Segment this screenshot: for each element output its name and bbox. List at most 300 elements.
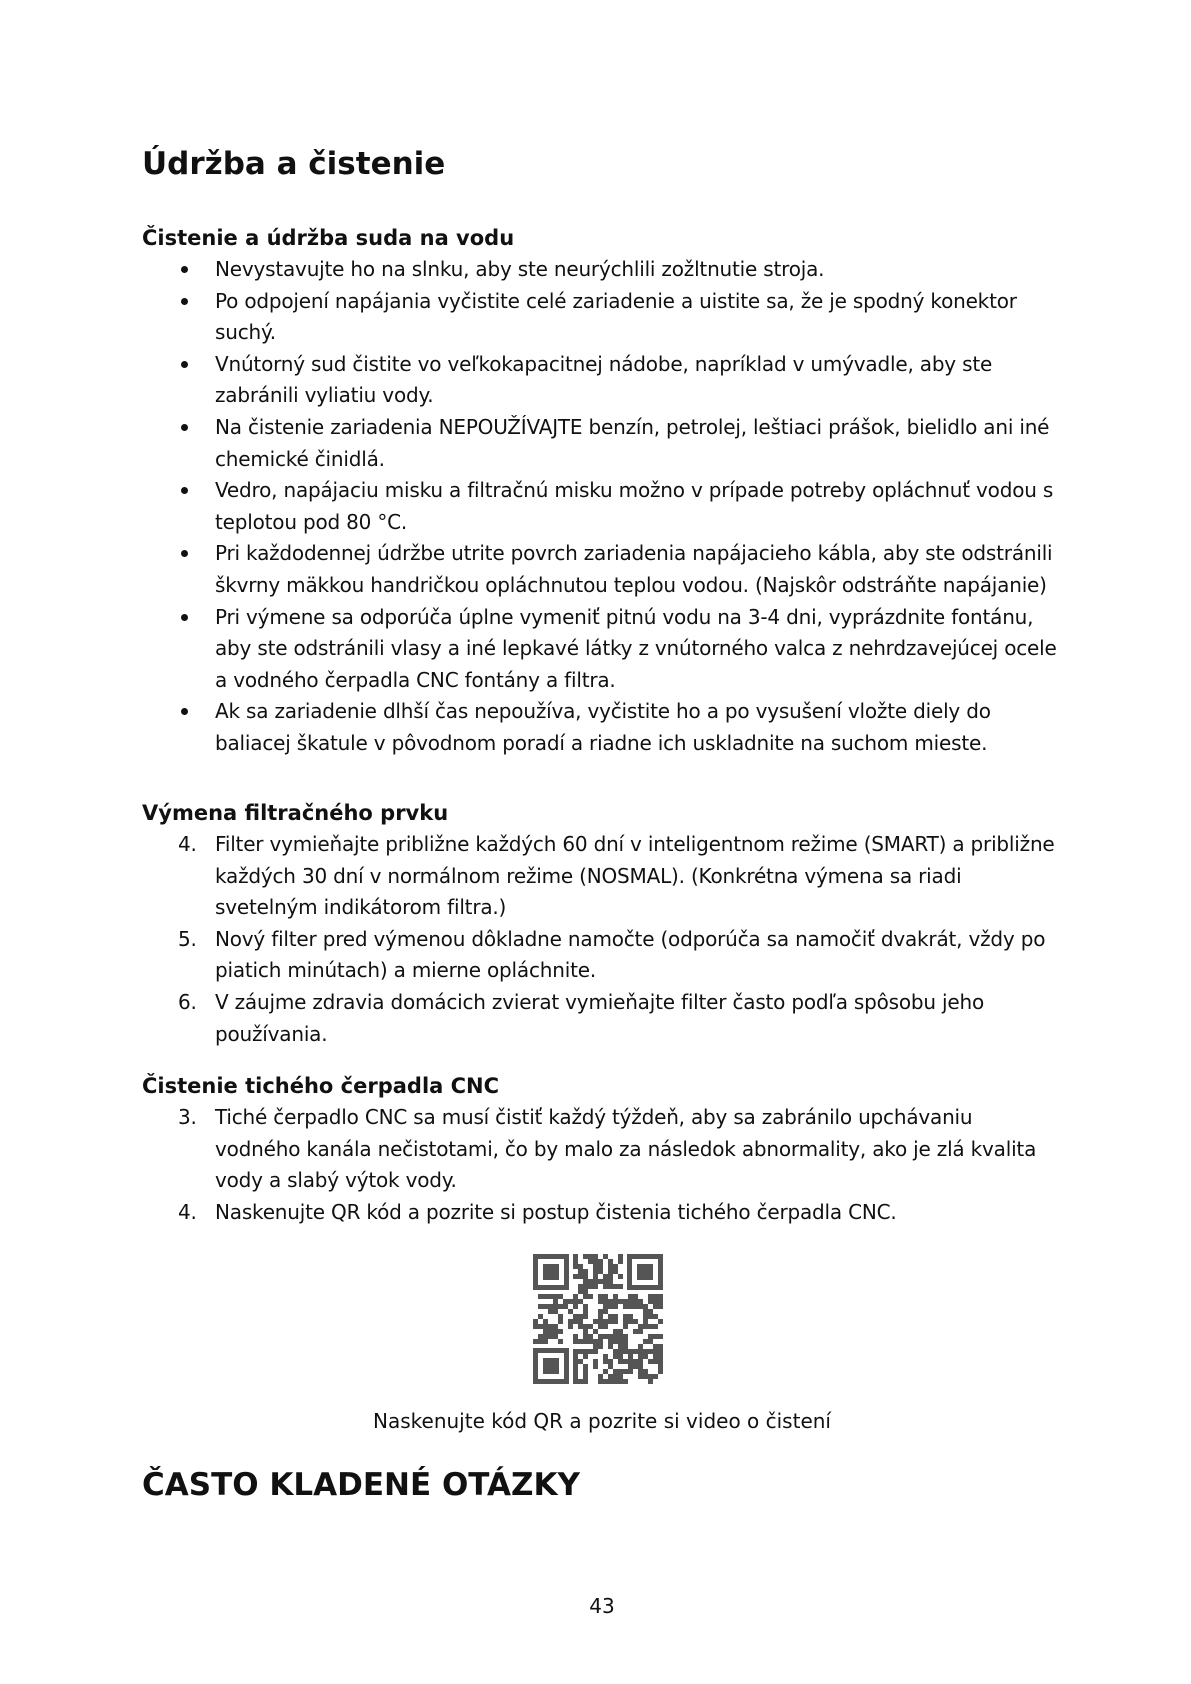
qr-module	[548, 1304, 553, 1309]
list-item: 3. Tiché čerpadlo CNC sa musí čistiť každý týždeň, aby sa zabránilo upchávaniu vodného kanála nečistotami, čo by malo za následok abnormality, ako je zlá kvalita vody a slabý výtok vody.	[142, 1102, 1062, 1197]
qr-module	[583, 1364, 588, 1369]
qr-module	[628, 1354, 633, 1359]
qr-module	[598, 1339, 603, 1344]
bullet-icon	[181, 487, 188, 494]
item-number: 5.	[178, 926, 197, 951]
qr-module	[658, 1364, 663, 1369]
qr-module	[593, 1279, 598, 1284]
qr-module	[563, 1304, 568, 1309]
qr-module	[643, 1314, 648, 1319]
qr-module	[623, 1304, 628, 1309]
qr-module	[583, 1289, 588, 1294]
qr-module	[578, 1379, 583, 1384]
qr-module	[538, 1304, 543, 1309]
bullet-list	[142, 254, 1062, 760]
qr-module	[603, 1299, 608, 1304]
qr-module	[608, 1314, 613, 1319]
bullet-icon	[181, 266, 188, 273]
qr-module	[603, 1284, 608, 1289]
qr-module	[608, 1269, 613, 1274]
qr-module	[628, 1349, 633, 1354]
qr-module	[608, 1259, 613, 1264]
qr-module	[623, 1349, 628, 1354]
qr-module	[588, 1349, 593, 1354]
qr-module	[598, 1379, 603, 1384]
qr-module	[573, 1304, 578, 1309]
qr-module	[553, 1324, 558, 1329]
qr-module	[658, 1304, 663, 1309]
qr-module	[578, 1269, 583, 1274]
qr-module	[583, 1354, 588, 1359]
qr-module	[538, 1334, 543, 1339]
qr-module	[583, 1304, 588, 1309]
qr-module	[643, 1369, 648, 1374]
qr-module	[658, 1369, 663, 1374]
qr-module	[593, 1319, 598, 1324]
qr-module	[603, 1309, 608, 1314]
qr-module	[658, 1359, 663, 1364]
qr-module	[593, 1254, 598, 1259]
qr-module	[598, 1299, 603, 1304]
qr-module	[638, 1329, 643, 1334]
qr-code-icon	[533, 1254, 663, 1384]
qr-module	[643, 1324, 648, 1329]
qr-module	[658, 1299, 663, 1304]
qr-module	[633, 1299, 638, 1304]
qr-caption: Naskenujte kód QR a pozrite si video o čistení	[373, 1409, 831, 1433]
qr-module	[578, 1274, 583, 1279]
qr-module	[583, 1294, 588, 1299]
qr-module	[603, 1359, 608, 1364]
qr-module	[623, 1344, 628, 1349]
qr-module	[638, 1359, 643, 1364]
qr-module	[653, 1374, 658, 1379]
qr-module	[648, 1349, 653, 1354]
qr-module	[578, 1324, 583, 1329]
qr-module	[608, 1274, 613, 1279]
qr-module	[578, 1299, 583, 1304]
qr-module	[568, 1324, 573, 1329]
qr-module	[603, 1369, 608, 1374]
qr-code-image[interactable]	[533, 1254, 663, 1384]
qr-module	[583, 1269, 588, 1274]
qr-module	[618, 1379, 623, 1384]
qr-module	[563, 1299, 568, 1304]
qr-module	[613, 1354, 618, 1359]
qr-module	[643, 1339, 648, 1344]
qr-module	[613, 1264, 618, 1269]
bullet-icon	[181, 614, 188, 621]
qr-module	[598, 1264, 603, 1269]
qr-module	[588, 1259, 593, 1264]
qr-module	[573, 1364, 578, 1369]
qr-module	[598, 1374, 603, 1379]
faq-heading: ČASTO KLADENÉ OTÁZKY	[142, 1467, 580, 1503]
qr-module	[603, 1319, 608, 1324]
qr-module	[558, 1329, 563, 1334]
qr-module	[648, 1324, 653, 1329]
qr-module	[583, 1274, 588, 1279]
qr-module	[583, 1374, 588, 1379]
qr-module	[553, 1299, 558, 1304]
qr-module	[613, 1329, 618, 1334]
qr-module	[583, 1379, 588, 1384]
qr-module	[628, 1294, 633, 1299]
qr-module	[598, 1334, 603, 1339]
qr-module	[608, 1284, 613, 1289]
qr-module	[648, 1359, 653, 1364]
qr-module	[583, 1309, 588, 1314]
qr-module	[653, 1334, 658, 1339]
qr-module	[593, 1359, 598, 1364]
section-heading: Čistenie tichého čerpadla CNC	[142, 1074, 500, 1098]
qr-module	[598, 1324, 603, 1329]
qr-module	[618, 1369, 623, 1374]
qr-module	[553, 1329, 558, 1334]
qr-module	[568, 1309, 573, 1314]
bullet-icon	[181, 708, 188, 715]
qr-module	[623, 1379, 628, 1384]
qr-module	[613, 1319, 618, 1324]
qr-module	[548, 1329, 553, 1334]
page-number: 43	[589, 1594, 615, 1618]
qr-module	[618, 1349, 623, 1354]
qr-module	[648, 1339, 653, 1344]
qr-module	[583, 1314, 588, 1319]
qr-module	[583, 1279, 588, 1284]
qr-module	[558, 1304, 563, 1309]
qr-module	[653, 1314, 658, 1319]
qr-module	[623, 1319, 628, 1324]
qr-module	[628, 1359, 633, 1364]
bullet-icon	[181, 298, 188, 305]
qr-module	[543, 1339, 548, 1344]
qr-module	[573, 1264, 578, 1269]
qr-module	[618, 1254, 623, 1259]
qr-module	[638, 1374, 643, 1379]
qr-module	[628, 1314, 633, 1319]
qr-module	[618, 1344, 623, 1349]
qr-module	[538, 1314, 543, 1319]
qr-module	[653, 1349, 658, 1354]
qr-module	[583, 1254, 588, 1259]
qr-module	[573, 1319, 578, 1324]
qr-module	[573, 1314, 578, 1319]
qr-module	[618, 1284, 623, 1289]
qr-module	[553, 1304, 558, 1309]
qr-module	[583, 1369, 588, 1374]
qr-module	[588, 1254, 593, 1259]
qr-module	[648, 1379, 653, 1384]
qr-module	[658, 1319, 663, 1324]
qr-module	[608, 1374, 613, 1379]
qr-module	[633, 1349, 638, 1354]
qr-module	[643, 1304, 648, 1309]
qr-module	[653, 1324, 658, 1329]
qr-module	[618, 1374, 623, 1379]
item-number: 4.	[178, 832, 197, 856]
list-item: 5. Nový filter pred výmenou dôkladne namočte (odporúča sa namočiť dvakrát, vždy po piatich minútach) a mierne opláchnite.	[142, 924, 1062, 987]
qr-module	[608, 1264, 613, 1269]
item-number: 3.	[178, 1105, 197, 1129]
qr-module	[638, 1344, 643, 1349]
qr-module	[548, 1324, 553, 1329]
qr-module	[638, 1354, 643, 1359]
qr-module	[618, 1259, 623, 1264]
qr-module	[533, 1324, 538, 1329]
qr-module	[573, 1369, 578, 1374]
qr-module	[598, 1259, 603, 1264]
qr-module	[658, 1334, 663, 1339]
qr-module	[643, 1309, 648, 1314]
section-filter-replacement	[142, 797, 1062, 1050]
qr-module	[593, 1259, 598, 1264]
qr-module	[613, 1314, 618, 1319]
qr-module	[593, 1264, 598, 1269]
qr-module	[598, 1344, 603, 1349]
qr-module	[568, 1319, 573, 1324]
qr-module	[588, 1324, 593, 1329]
qr-module	[623, 1369, 628, 1374]
qr-module	[613, 1379, 618, 1384]
qr-module	[598, 1269, 603, 1274]
qr-module	[628, 1319, 633, 1324]
section-water-barrel	[142, 222, 1062, 760]
qr-module	[628, 1304, 633, 1309]
qr-module	[573, 1349, 578, 1354]
bullet-icon	[181, 361, 188, 368]
qr-module	[538, 1324, 543, 1329]
qr-module	[608, 1319, 613, 1324]
qr-module	[618, 1334, 623, 1339]
qr-module	[583, 1324, 588, 1329]
qr-module	[633, 1359, 638, 1364]
qr-module	[608, 1279, 613, 1284]
qr-module	[648, 1294, 653, 1299]
qr-module	[593, 1269, 598, 1274]
qr-module	[648, 1374, 653, 1379]
qr-module	[593, 1339, 598, 1344]
qr-module	[553, 1334, 558, 1339]
list-item: Pri výmene sa odporúča úplne vymeniť pitnú vodu na 3-4 dni, vyprázdnite fontánu, aby ste odstránili vlasy a iné lepkavé látky z vnútorného valca z nehrdzavejúcej ocele a vodného čerpadla CNC fontány a filtra.	[142, 602, 1062, 697]
qr-module	[658, 1354, 663, 1359]
qr-module	[653, 1304, 658, 1309]
qr-module	[618, 1274, 623, 1279]
qr-module	[578, 1314, 583, 1319]
qr-module	[613, 1339, 618, 1344]
qr-module	[583, 1349, 588, 1354]
qr-module	[643, 1349, 648, 1354]
qr-module	[658, 1349, 663, 1354]
qr-module	[578, 1349, 583, 1354]
qr-module	[613, 1349, 618, 1354]
qr-module	[543, 1334, 548, 1339]
qr-module	[643, 1374, 648, 1379]
qr-module	[588, 1279, 593, 1284]
qr-module	[588, 1294, 593, 1299]
qr-module	[653, 1344, 658, 1349]
list-item: 4. Filter vymieňajte približne každých 60 dní v inteligentnom režime (SMART) a približne každých 30 dní v normálnom režime (NOSMAL). (Konkrétna výmena sa riadi svetelným indikátorom filtra.)	[142, 829, 1062, 924]
list-item: Vedro, napájaciu misku a filtračnú misku možno v prípade potreby opláchnuť vodou s teplotou pod 80 °C.	[142, 475, 1062, 538]
qr-module	[578, 1339, 583, 1344]
qr-module	[623, 1324, 628, 1329]
qr-module	[593, 1284, 598, 1289]
qr-module	[633, 1294, 638, 1299]
qr-module	[573, 1379, 578, 1384]
qr-module	[588, 1334, 593, 1339]
qr-module	[623, 1334, 628, 1339]
qr-module	[598, 1279, 603, 1284]
qr-module	[638, 1369, 643, 1374]
qr-module	[618, 1354, 623, 1359]
numbered-list	[142, 829, 1062, 1050]
qr-module	[653, 1299, 658, 1304]
qr-module	[533, 1319, 538, 1324]
qr-module	[573, 1334, 578, 1339]
qr-module	[558, 1339, 563, 1344]
qr-module	[533, 1339, 538, 1344]
qr-module	[603, 1379, 608, 1384]
qr-module	[558, 1319, 563, 1324]
qr-module	[578, 1359, 583, 1364]
page-title: Údržba a čistenie	[142, 146, 446, 182]
qr-module	[608, 1379, 613, 1384]
qr-module	[633, 1319, 638, 1324]
qr-module	[593, 1364, 598, 1369]
qr-module	[638, 1299, 643, 1304]
qr-module	[638, 1324, 643, 1329]
qr-module	[583, 1329, 588, 1334]
qr-module	[643, 1354, 648, 1359]
qr-module	[538, 1339, 543, 1344]
qr-module	[543, 1329, 548, 1334]
section-heading: Výmena filtračného prvku	[142, 801, 449, 825]
qr-module	[573, 1254, 578, 1259]
qr-module	[623, 1314, 628, 1319]
qr-module	[548, 1294, 553, 1299]
qr-module	[638, 1304, 643, 1309]
qr-module	[653, 1354, 658, 1359]
qr-module	[603, 1274, 608, 1279]
qr-module	[648, 1309, 653, 1314]
qr-module	[558, 1294, 563, 1299]
qr-module	[578, 1289, 583, 1294]
list-item: Vnútorný sud čistite vo veľkokapacitnej nádobe, napríklad v umývadle, aby ste zabránili vyliatiu vody.	[142, 349, 1062, 412]
qr-module	[608, 1359, 613, 1364]
qr-module	[628, 1369, 633, 1374]
qr-module	[573, 1374, 578, 1379]
bullet-icon	[181, 550, 188, 557]
qr-module	[643, 1319, 648, 1324]
qr-module	[573, 1359, 578, 1364]
numbered-list	[142, 1102, 1062, 1228]
qr-module	[543, 1319, 548, 1324]
qr-module	[613, 1284, 618, 1289]
qr-module	[543, 1294, 548, 1299]
qr-module	[538, 1294, 543, 1299]
qr-module	[603, 1324, 608, 1329]
qr-module	[603, 1279, 608, 1284]
qr-module	[638, 1364, 643, 1369]
qr-module	[608, 1334, 613, 1339]
qr-module	[603, 1294, 608, 1299]
qr-module	[613, 1299, 618, 1304]
qr-module	[593, 1349, 598, 1354]
qr-module	[598, 1319, 603, 1324]
qr-module	[573, 1294, 578, 1299]
section-heading: Čistenie a údržba suda na vodu	[142, 226, 515, 250]
qr-module	[583, 1339, 588, 1344]
list-item: Na čistenie zariadenia NEPOUŽÍVAJTE benzín, petrolej, leštiaci prášok, bielidlo ani iné chemické činidlá.	[142, 412, 1062, 475]
qr-module	[613, 1294, 618, 1299]
qr-module	[618, 1339, 623, 1344]
qr-module	[628, 1364, 633, 1369]
qr-module	[608, 1299, 613, 1304]
bullet-icon	[181, 424, 188, 431]
qr-module	[568, 1299, 573, 1304]
qr-module	[578, 1264, 583, 1269]
qr-module	[588, 1339, 593, 1344]
qr-module	[618, 1359, 623, 1364]
qr-module	[623, 1339, 628, 1344]
list-item: 4. Naskenujte QR kód a pozrite si postup čistenia tichého čerpadla CNC.	[142, 1197, 1062, 1229]
qr-module	[573, 1274, 578, 1279]
qr-module	[653, 1294, 658, 1299]
qr-module	[553, 1309, 558, 1314]
qr-module	[603, 1304, 608, 1309]
section-pump-cleaning	[142, 1070, 1062, 1228]
qr-module	[613, 1334, 618, 1339]
qr-module	[573, 1299, 578, 1304]
qr-module	[648, 1299, 653, 1304]
qr-module	[543, 1304, 548, 1309]
qr-module	[633, 1304, 638, 1309]
list-item: Po odpojení napájania vyčistite celé zariadenie a uistite sa, že je spodný konektor suchý.	[142, 286, 1062, 349]
qr-module	[573, 1339, 578, 1344]
qr-module	[598, 1314, 603, 1319]
qr-module	[548, 1334, 553, 1339]
qr-module	[648, 1334, 653, 1339]
qr-module	[623, 1299, 628, 1304]
qr-module	[638, 1349, 643, 1354]
qr-module	[658, 1344, 663, 1349]
qr-module	[648, 1314, 653, 1319]
qr-module	[603, 1354, 608, 1359]
qr-module	[598, 1294, 603, 1299]
qr-module	[578, 1284, 583, 1289]
qr-module	[573, 1354, 578, 1359]
qr-module	[588, 1284, 593, 1289]
qr-module	[603, 1334, 608, 1339]
item-number: 6.	[178, 989, 197, 1014]
qr-module	[658, 1294, 663, 1299]
qr-module	[613, 1374, 618, 1379]
qr-module	[613, 1369, 618, 1374]
qr-module	[618, 1329, 623, 1334]
qr-module	[608, 1304, 613, 1309]
qr-module	[553, 1294, 558, 1299]
qr-module	[593, 1274, 598, 1279]
item-number: 4.	[178, 1199, 197, 1224]
qr-module	[548, 1309, 553, 1314]
qr-module	[653, 1359, 658, 1364]
qr-module	[633, 1364, 638, 1369]
qr-module	[623, 1359, 628, 1364]
list-item: Nevystavujte ho na slnku, aby ste neurýchlili zožltnutie stroja.	[142, 254, 1062, 286]
qr-module	[543, 1324, 548, 1329]
list-item: Ak sa zariadenie dlhší čas nepoužíva, vyčistite ho a po vysušení vložte diely do baliacej škatule v pôvodnom poradí a riadne ich uskladnite na suchom mieste.	[142, 696, 1062, 759]
qr-module	[633, 1329, 638, 1334]
